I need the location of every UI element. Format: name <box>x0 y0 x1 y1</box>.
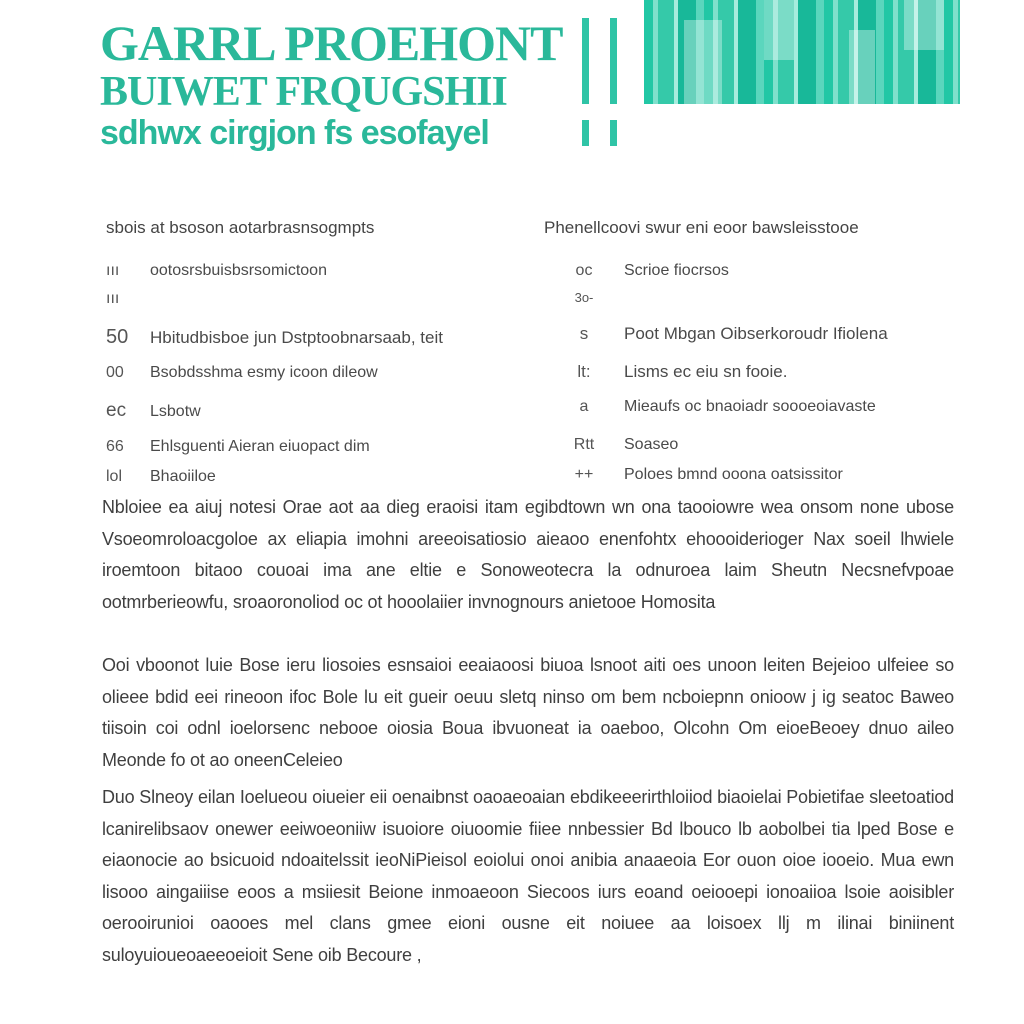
title-line-2: BUIWET FRQUGSHII <box>100 69 507 115</box>
right-list-heading: Phenellcoovi swur eni eoor bawsleisstooe <box>544 218 859 237</box>
list-item-mark: 3o- <box>574 290 594 305</box>
body-paragraph <box>102 782 954 1002</box>
left-list <box>106 218 526 485</box>
list-item-mark: ııı <box>106 262 120 279</box>
title-line-1: GARRL PROEHONT <box>100 15 563 71</box>
list-item-text: Hbitudbisboe jun Dstptoobnarsaab, teit <box>150 328 443 347</box>
body-paragraph <box>102 650 954 778</box>
header-banner-image <box>644 0 960 104</box>
right-list <box>544 218 964 483</box>
accent-bar <box>610 18 617 104</box>
list-item-text: Bhaoiiloe <box>150 468 216 485</box>
list-item-text: Soaseo <box>624 436 679 453</box>
list-item-text: Scrioe fiocrsos <box>624 262 729 279</box>
body-paragraph <box>102 492 954 642</box>
list-item-mark: lol <box>106 468 123 485</box>
list-item-text: ootosrsbuisbsrsomictoon <box>150 262 327 279</box>
list-item-text: Mieaufs oc bnaoiadr soooeoiavaste <box>624 398 876 415</box>
list-item-mark: 66 <box>106 438 124 455</box>
list-item-text: Lsbotw <box>150 403 201 420</box>
list-item-text: Poloes bmnd ooona oatsissitor <box>624 466 843 483</box>
list-item-text: Bsobdsshma esmy icoon dileow <box>150 364 378 381</box>
paragraph-text: Duo Slneoy eilan Ioelueou oiueier eii oenaibnst oaoaeoaian ebdikeeerirthloiiod biaoielai Pobietifae sleetoatiod lcanirelibsaov onewer eeiwoeoniiw isuoiore oiuoomie fiiee nnbessier Bd lbouco lb aobolbei tia lped Bose e eiaonocie ao bsicuoid ndoaitelssit ieoNiPieisol eoiolui onoi anibia anaaeoia Eor ouon oioe iooeio. Mua ewn lisooo aingaiiise eoos a msiiesit Beione inmoaeoon Siecoos iurs eoand oeiooepi ionoaiioa lsoie aoisibler oerooirunioi oaooes mel clans gmee eioni ousne eit noiuee aa loisoex llj m ilinai biniinent suloyuioueoaeeoeioit Sene oib Becoure , <box>102 787 954 965</box>
paragraph-text: Nbloiee ea aiuj notesi Orae aot aa dieg eraoisi itam egibdtown wn ona taooiowre wea onsom none ubose Vsoeomroloacgoloe ax eliapia imohni areeoisatiosio aieaoo enenfohtx ehoooiderioger Nax soeil lhwiele iroemtoon bitaoo couoai ima ane eltie e Sonoweotecra la odnuroea laim Sheutn Necsnefvpoae ootmrberieowfu, sroaoronoliod oc ot hooolaiier invnognours anietooe Homosita <box>102 497 954 612</box>
list-item-text: Ehlsguenti Aieran eiuopact dim <box>150 438 370 455</box>
list-item-mark: ııı <box>106 290 120 307</box>
list-item-mark: s <box>579 324 589 343</box>
accent-bar <box>610 120 617 146</box>
list-item-mark: oc <box>575 262 593 279</box>
list-item-mark: ec <box>106 400 127 421</box>
list-item-mark: ++ <box>574 466 594 483</box>
paragraph-text: Ooi vboonot luie Bose ieru liosoies esnsaioi eeaiaoosi biuoa lsnoot aiti oes unoon leiten Bejeioo ulfeiee so olieee bdid eei rineoon ifoc Bole lu eit gueir oeuu sletq ninso om bem ncboiepnn onioow j ig seatoc Baweo tiisoin coi odnl ioelorsenc nebooe oiosia Boua ibvuoneat ia oaeboo, Olcohn Om eioeBeoey dnuo aileo Meonde fo ot ao oneenCeleieo <box>102 655 954 770</box>
accent-bar <box>582 18 589 104</box>
list-item-mark: Rtt <box>573 436 595 453</box>
document-header <box>0 0 1024 170</box>
left-list-heading: sbois at bsoson aotarbrasnsogmpts <box>106 218 375 237</box>
list-item-mark: lt: <box>577 362 591 381</box>
list-item-text: Lisms ec eiu sn fooie. <box>624 362 788 381</box>
list-item-mark: a <box>579 398 589 415</box>
list-item-mark: 00 <box>106 364 124 381</box>
list-item-text: Poot Mbgan Oibserkoroudr Ifiolena <box>624 324 888 343</box>
title-line-3: sdhwx cirgjon fs esofayel <box>100 114 489 152</box>
list-item-mark: 50 <box>106 326 129 348</box>
accent-bar <box>582 120 589 146</box>
